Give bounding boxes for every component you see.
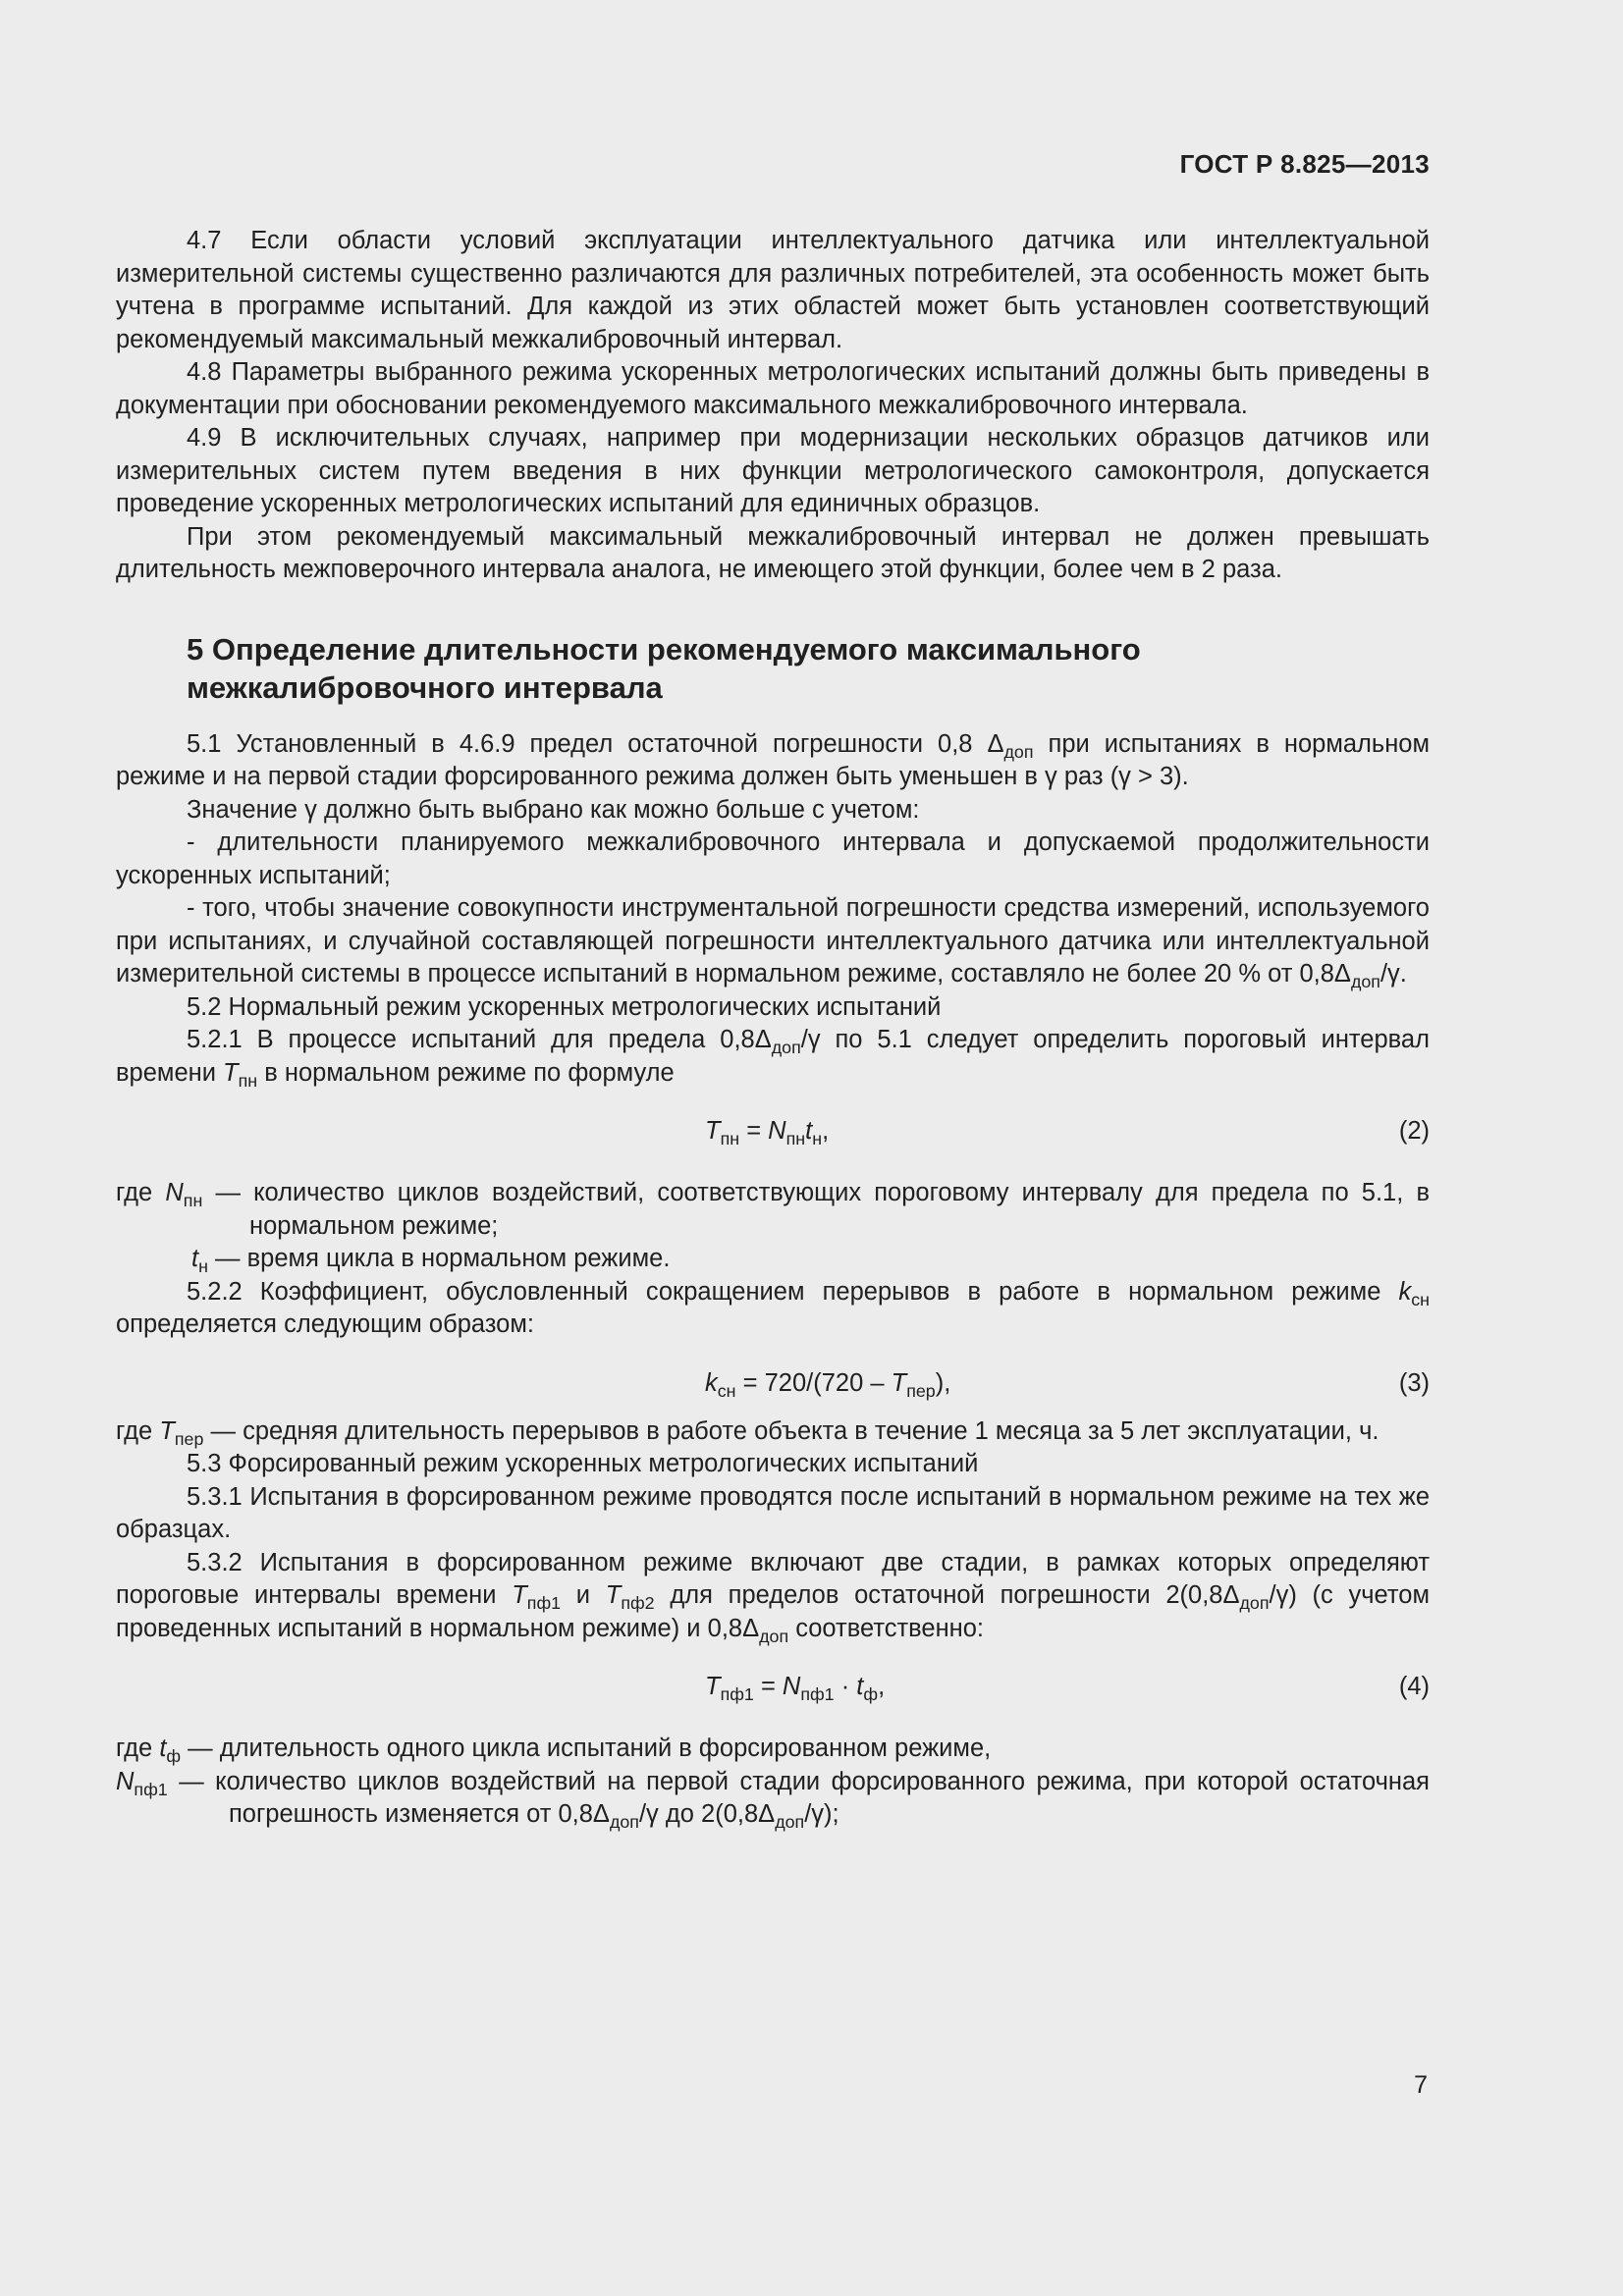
paragraph-5-3-1: 5.3.1 Испытания в форсированном режиме проводятся после испытаний в нормальном режиме на тех же образцах. (116, 1482, 1430, 1543)
list-item-duration: - длительности планируемого межкалибровочного интервала и допускаемой продолжительности ускоренных испытаний; (116, 828, 1430, 889)
definition-t-f: где $t_ф$ — длительность одного цикла испытаний в форсированном режиме, (116, 1735, 992, 1766)
definition-N-pn: где $N_{пн}$ — количество циклов воздействий, соответствующих пороговому интервалу для предела по 5.1, в нормальном режиме; (116, 1179, 1430, 1240)
section-5-title-line-2: межкалибровочного интервала (187, 669, 663, 705)
formula-4-number: (4) (1398, 1673, 1430, 1700)
formula-2 (116, 1115, 1430, 1148)
formula-3-expression: $k_{сн} = 720/(720 - T_{пер})$, (705, 1368, 951, 1401)
paragraph-4-9: 4.9 В исключительных случаях, например при модернизации нескольких образцов датчиков или измерительных систем путем введения в них функции метрологического самоконтроля, допускается проведение ускоренных метрологических испытаний для единичных образцов. (116, 424, 1430, 517)
paragraph-5-1-gamma: Значение γ должно быть выбрано как можно больше с учетом: (187, 795, 920, 824)
formula-2-expression: $T_{пн} = N_{пн}t_н$, (705, 1117, 830, 1148)
document-header: ГОСТ Р 8.825—2013 (1179, 149, 1430, 179)
formula-3-number: (3) (1398, 1368, 1430, 1397)
page-number: 7 (1414, 2071, 1428, 2099)
definition-N-pf1: $N_{пф1}$ — количество циклов воздействий на первой стадии форсированного режима, при которой остаточная погрешность изменяется от $0,8\Delta_{доп}/\gamma$ до $2(0,8\Delta_{доп}/\gamma)$; (116, 1767, 1430, 1832)
section-5-title-line-1: 5 Определение длительности рекомендуемого максимального (187, 631, 1141, 667)
formula-4 (116, 1671, 1430, 1703)
paragraph-4-7: 4.7 Если области условий эксплуатации интеллектуального датчика или интеллектуальной измерительной системы существенно различаются для различных потребителей, эта особенность может быть учтена в программе испытаний. Для каждой из этих областей может быть установлен соответствующий рекомендуемый максимальный межкалибровочный интервал. (116, 227, 1430, 353)
paragraph-4-9-continued: При этом рекомендуемый максимальный межкалибровочный интервал не должен превышать длительность межповерочного интервала аналога, не имеющего этой функции, более чем в 2 раза. (116, 522, 1430, 583)
paragraph-5-2: 5.2 Нормальный режим ускоренных метрологических испытаний (187, 992, 942, 1021)
section-5-number: 5 (187, 631, 204, 667)
paragraph-5-3: 5.3 Форсированный режим ускоренных метрологических испытаний (187, 1450, 979, 1477)
definition-t-n: $t_н$ — время цикла в нормальном режиме. (191, 1245, 671, 1276)
paragraph-5-2-1: 5.2.1 В процессе испытаний для предела $0,8\Delta_{доп}/\gamma$ по 5.1 следует определить пороговый интервал времени $T_{пн}$ в нормальном режиме по формуле (116, 1026, 1430, 1091)
definition-T-per: где $T_{пер}$ — средняя длительность перерывов в работе объекта в течение 1 месяца за 5 лет эксплуатации, ч. (116, 1416, 1380, 1449)
list-item-error: - того, чтобы значение совокупности инструментальной погрешности средства измерений, используемого при испытаниях, и случайной составляющей погрешности интеллектуального датчика или интеллектуальной измерительной системы в процессе испытаний в нормальном режиме, составляло не более 20 % от $0,8\Delta_{доп}/\gamma$. (116, 894, 1430, 991)
paragraph-4-8: 4.8 Параметры выбранного режима ускоренных метрологических испытаний должны быть приведены в документации при обосновании рекомендуемого максимального межкалибровочного интервала. (116, 358, 1430, 419)
paragraph-5-2-2: 5.2.2 Коэффициент, обусловленный сокращением перерывов в работе в нормальном режиме $k_{сн}$ определяется следующим образом: (116, 1277, 1430, 1338)
paragraph-5-1: 5.1 Установленный в 4.6.9 предел остаточной погрешности 0,8 $\Delta_{доп}$ при испытаниях в нормальном режиме и на первой стадии форсированного режима должен быть уменьшен в γ раз (γ > 3). (116, 729, 1430, 790)
formula-4-expression: $T_{пф1} = N_{пф1} \cdot t_ф$, (705, 1673, 886, 1704)
formula-2-number: (2) (1398, 1117, 1430, 1145)
formula-3 (116, 1367, 1430, 1400)
page-content (116, 225, 1430, 1832)
section-5-heading (187, 630, 1430, 707)
paragraph-5-3-2: 5.3.2 Испытания в форсированном режиме включают две стадии, в рамках которых определяют пороговые интервалы времени $T_{пф1}$ и $T_{пф2}$ для пределов остаточной погрешности $2(0,8\Delta_{доп}/\gamma)$ (с учетом проведенных испытаний в нормальном режиме) и $0,8\Delta_{доп}$ соответственно: (116, 1548, 1430, 1646)
